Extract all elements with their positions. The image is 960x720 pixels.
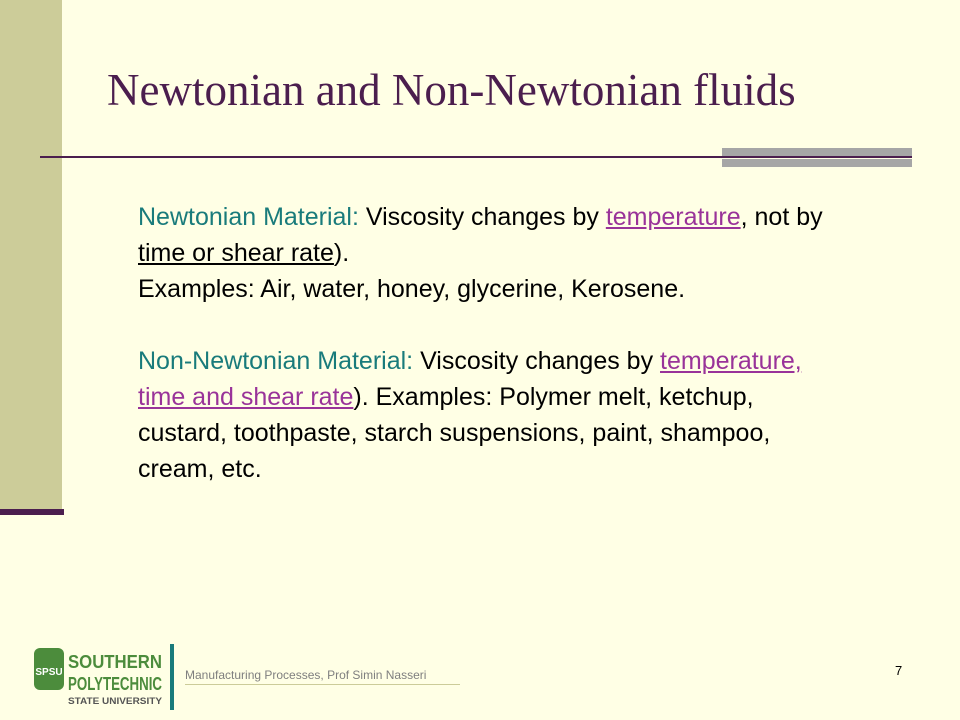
non-newtonian-text-2: ). Examples: Polymer melt, ketchup, custard, toothpaste, starch suspensions, paint, shampoo, cream, etc. <box>138 383 771 483</box>
footer-credit: Manufacturing Processes, Prof Simin Nasseri <box>185 668 427 682</box>
newtonian-temperature-link[interactable]: temperature <box>605 203 741 231</box>
newtonian-text-2: , not by <box>740 203 823 231</box>
newtonian-term: Newtonian Material: <box>138 203 359 231</box>
footer-rule <box>185 684 460 685</box>
newtonian-text-1: Viscosity changes by <box>358 203 606 231</box>
newtonian-examples: Examples: Air, water, honey, glycerine, Kerosene. <box>138 275 686 303</box>
slide-body <box>138 199 838 487</box>
title-divider-accent-bottom <box>722 159 912 167</box>
newtonian-underlined-text: time or shear rate <box>138 239 334 267</box>
newtonian-text-3: ). <box>333 239 350 267</box>
spsu-logo <box>30 640 166 712</box>
footer-divider <box>170 644 174 710</box>
non-newtonian-text-1: Viscosity changes by <box>413 347 661 375</box>
page-number: 7 <box>895 663 903 678</box>
non-newtonian-term: Non-Newtonian Material: <box>138 347 414 375</box>
newtonian-paragraph <box>138 199 838 307</box>
logo-polytechnic-text: POLYTECHNIC <box>68 674 162 694</box>
title-divider <box>40 156 912 158</box>
non-newtonian-paragraph <box>138 343 838 487</box>
title-divider-accent-top <box>722 148 912 156</box>
left-accent-bar-foot <box>0 509 64 515</box>
slide-title: Newtonian and Non-Newtonian fluids <box>107 65 796 115</box>
logo-state-university-text: STATE UNIVERSITY <box>68 696 162 706</box>
spsu-seal-text: SPSU <box>35 667 63 678</box>
left-accent-bar <box>0 0 62 510</box>
non-newtonian-link[interactable]: temperature, time and shear rate <box>138 347 802 411</box>
logo-southern-text: SOUTHERN <box>68 652 162 672</box>
